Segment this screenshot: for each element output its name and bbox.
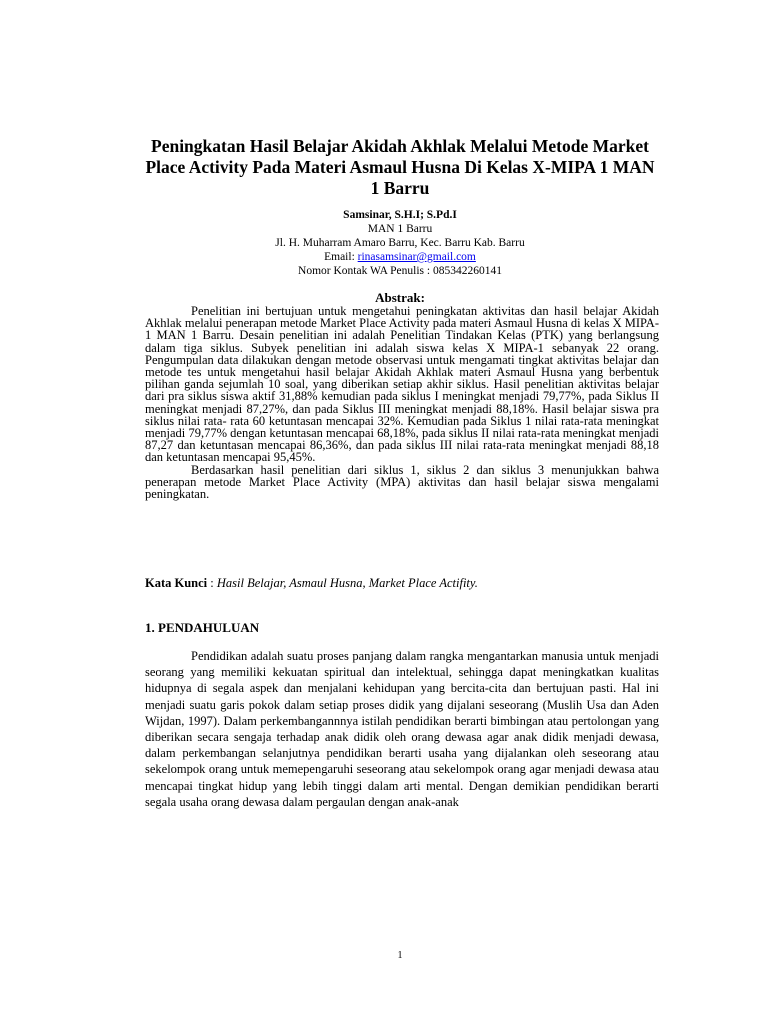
author-address: Jl. H. Muharram Amaro Barru, Kec. Barru Kab. Barru xyxy=(275,237,525,249)
abstract-heading: Abstrak: xyxy=(375,290,425,305)
email-label: Email: xyxy=(324,251,358,263)
email-link[interactable]: rinasamsinar@gmail.com xyxy=(357,251,476,263)
keywords-label: Kata Kunci xyxy=(145,576,208,590)
paper-title: Peningkatan Hasil Belajar Akidah Akhlak Melalui Metode Market Place Activity Pada Materi Asmaul Husna Di Kelas X-MIPA 1 MAN 1 Barru xyxy=(145,136,655,198)
introduction-body xyxy=(145,648,659,810)
keywords-separator: : xyxy=(207,576,217,590)
author-contact: Nomor Kontak WA Penulis : 085342260141 xyxy=(298,265,502,277)
introduction-paragraph: Pendidikan adalah suatu proses panjang dalam rangka mengantarkan manusia untuk menjadi seorang yang memiliki kekuatan spiritual dan intelektual, sehingga dapat meningkatkan kualitas hidupnya di segala aspek dan menjalani kehidupan yang bercita-cita dan bertujuan pasti. Hal ini menjadi suatu garis pokok dalam setiap proses didik yang dijalani seseorang (Muslih Usa dan Aden Wijdan, 1997). Dalam perkembangannnya istilah pendidikan berarti bimbingan atau pertolongan yang diberikan secara sengaja terhadap anak didik oleh orang dewasa agar anak didik menjadi dewasa, dalam perkembangan selanjutnya pendidikan berarti usaha yang dijalankan oleh seseorang atau sekelompok orang untuk memepengaruhi seseorang atau sekelompok orang agar menjadi dewasa atau mencapai tingkat hidup yang lebih tinggi dalam arti mental. Dengan demikian pendidikan berarti segala usaha orang dewasa dalam pergaulan dengan anak-anak xyxy=(145,649,659,809)
keywords-line xyxy=(145,576,665,591)
page-number: 1 xyxy=(397,950,403,961)
abstract-body xyxy=(145,305,659,500)
abstract-paragraph-1: Penelitian ini bertujuan untuk mengetahui peningkatan aktivitas dan hasil belajar Akidah Akhlak melalui penerapan metode Market Place Activity pada materi Asmaul Husna di kelas X MIPA-1 MAN 1 Barru. Desain penelitian ini adalah Penelitian Tindakan Kelas (PTK) yang berlangsung dalam tiga siklus. Subyek penelitian ini adalah siswa kelas X MIPA-1 sebanyak 22 orang. Pengumpulan data dilakukan dengan metode observasi untuk mengamati tingkat aktivitas belajar dan metode tes untuk mengetahui hasil belajar Akidah Akhlak materi Asmaul Husna yang berbentuk pilihan ganda sejumlah 10 soal, yang diberikan setiap akhir siklus. Hasil penelitian aktivitas belajar dari pra siklus siswa aktif 31,88% kemudian pada siklus I meningkat menjadi 79,77%, pada Siklus II meningkat menjadi 87,27%, dan pada Siklus III meningkat menjadi 88,18%. Hasil belajar siswa pra siklus nilai rata- rata 60 ketuntasan mencapai 32%. Kemudian pada Siklus 1 nilai rata-rata meningkat menjadi 79,77% dengan ketuntasan mencapai 68,18%, pada siklus II nilai rata-rata meningkat menjadi 87,27 dan ketuntasan mencapai 86,36%, dan pada siklus III nilai rata-rata meningkat menjadi 88,18 dan ketuntasan mencapai 95,45%. xyxy=(145,304,659,465)
author-block xyxy=(150,208,650,278)
keywords-text: Hasil Belajar, Asmaul Husna, Market Place Actifity. xyxy=(216,576,478,590)
author-affiliation: MAN 1 Barru xyxy=(367,223,433,235)
author-name: Samsinar, S.H.I; S.Pd.I xyxy=(343,209,457,221)
section-heading-introduction: 1. PENDAHULUAN xyxy=(145,620,260,635)
abstract-paragraph-2: Berdasarkan hasil penelitian dari siklus 1, siklus 2 dan siklus 3 menunjukkan bahwa penerapan metode Market Place Activity (MPA) aktivitas dan hasil belajar siswa mengalami peningkatan. xyxy=(145,462,659,502)
author-email-line xyxy=(150,250,650,264)
